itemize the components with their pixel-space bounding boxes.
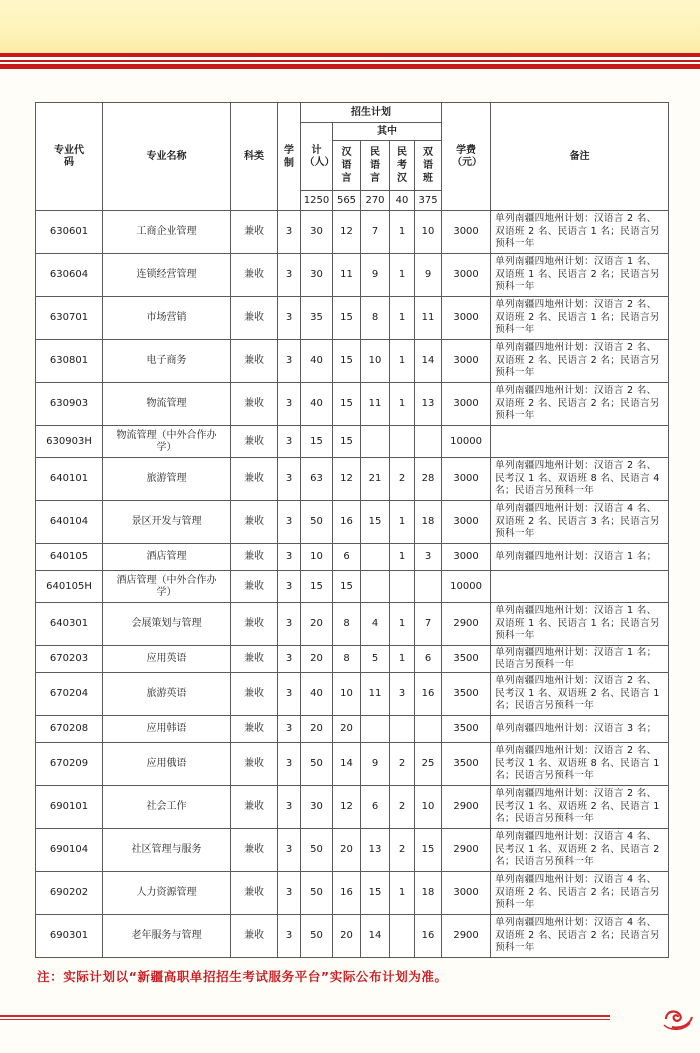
- row-code: 670203: [36, 646, 103, 673]
- header-rule: [0, 53, 700, 57]
- row-total: 50: [301, 915, 333, 958]
- row-han: 15: [333, 340, 361, 383]
- header-fee: 学费（元）: [442, 103, 491, 211]
- header-minhan: 民考汉: [390, 141, 415, 191]
- row-total: 15: [301, 571, 333, 603]
- row-min: 15: [361, 872, 390, 915]
- row-years: 3: [278, 297, 301, 340]
- row-type: 兼收: [231, 603, 278, 646]
- row-bilingual: 16: [415, 673, 442, 716]
- total-han: 565: [333, 191, 361, 211]
- footer-rule: [0, 1019, 610, 1020]
- row-note: [491, 426, 669, 458]
- row-fee: 3000: [442, 254, 491, 297]
- row-total: 30: [301, 254, 333, 297]
- row-bilingual: 10: [415, 211, 442, 254]
- row-code: 630701: [36, 297, 103, 340]
- row-han: 20: [333, 716, 361, 743]
- table-row: [36, 829, 669, 872]
- table-row: [36, 872, 669, 915]
- row-han: 6: [333, 544, 361, 571]
- row-years: 3: [278, 603, 301, 646]
- header-min: 民语言: [361, 141, 390, 191]
- row-type: 兼收: [231, 254, 278, 297]
- row-type: 兼收: [231, 501, 278, 544]
- row-code: 640105: [36, 544, 103, 571]
- row-years: 3: [278, 646, 301, 673]
- row-minhan: 2: [390, 786, 415, 829]
- header-name: 专业名称: [103, 103, 231, 211]
- row-total: 40: [301, 673, 333, 716]
- table-row: [36, 426, 669, 458]
- row-name: 人力资源管理: [103, 872, 231, 915]
- row-minhan: 1: [390, 211, 415, 254]
- row-bilingual: 15: [415, 829, 442, 872]
- row-han: 15: [333, 426, 361, 458]
- row-han: 12: [333, 458, 361, 501]
- row-bilingual: 9: [415, 254, 442, 297]
- swirl-ornament-icon: [662, 1005, 694, 1033]
- table-row: [36, 673, 669, 716]
- row-min: [361, 426, 390, 458]
- row-min: 10: [361, 340, 390, 383]
- row-min: 11: [361, 673, 390, 716]
- row-note: [491, 571, 669, 603]
- header-years: 学制: [278, 103, 301, 211]
- row-fee: 10000: [442, 571, 491, 603]
- row-min: 21: [361, 458, 390, 501]
- row-note: 单列南疆四地州计划：汉语言 2 名、双语班 2 名、民语言 1 名；民语言另预科一年: [491, 211, 669, 254]
- row-note: 单列南疆四地州计划：汉语言 4 名、双语班 2 名、民语言 2 名；民语言另预科一年: [491, 872, 669, 915]
- total-all: 1250: [301, 191, 333, 211]
- row-fee: 2900: [442, 786, 491, 829]
- row-fee: 3000: [442, 501, 491, 544]
- row-years: 3: [278, 915, 301, 958]
- row-note: 单列南疆四地州计划：汉语言 4 名、双语班 2 名、民语言 3 名；民语言另预科一年: [491, 501, 669, 544]
- row-fee: 3000: [442, 872, 491, 915]
- row-type: 兼收: [231, 915, 278, 958]
- row-fee: 3500: [442, 646, 491, 673]
- row-type: 兼收: [231, 211, 278, 254]
- header-band: [0, 0, 700, 56]
- row-fee: 3500: [442, 743, 491, 786]
- row-total: 35: [301, 297, 333, 340]
- row-type: 兼收: [231, 571, 278, 603]
- table-row: [36, 501, 669, 544]
- row-years: 3: [278, 383, 301, 426]
- row-note: 单列南疆四地州计划：汉语言 2 名、民考汉 1 名、双语班 2 名、民语言 1 名；民语言另预科一年: [491, 673, 669, 716]
- row-note: 单列南疆四地州计划：汉语言 2 名、双语班 2 名、民语言 1 名；民语言另预科一年: [491, 297, 669, 340]
- row-note: 单列南疆四地州计划：汉语言 1 名；民语言另预科一年: [491, 646, 669, 673]
- row-code: 630601: [36, 211, 103, 254]
- row-total: 63: [301, 458, 333, 501]
- row-bilingual: 10: [415, 786, 442, 829]
- row-total: 20: [301, 716, 333, 743]
- row-type: 兼收: [231, 297, 278, 340]
- row-bilingual: 18: [415, 872, 442, 915]
- row-type: 兼收: [231, 646, 278, 673]
- row-code: 630801: [36, 340, 103, 383]
- row-type: 兼收: [231, 829, 278, 872]
- row-years: 3: [278, 211, 301, 254]
- table-row: [36, 544, 669, 571]
- row-total: 30: [301, 786, 333, 829]
- row-min: [361, 571, 390, 603]
- row-name: 物流管理（中外合作办学）: [103, 426, 231, 458]
- row-type: 兼收: [231, 544, 278, 571]
- row-fee: 10000: [442, 426, 491, 458]
- row-total: 10: [301, 544, 333, 571]
- row-min: 14: [361, 915, 390, 958]
- row-fee: 3000: [442, 297, 491, 340]
- header-code: 专业代码: [36, 103, 103, 211]
- total-minhan: 40: [390, 191, 415, 211]
- row-bilingual: 28: [415, 458, 442, 501]
- row-minhan: 1: [390, 603, 415, 646]
- row-years: 3: [278, 501, 301, 544]
- row-years: 3: [278, 254, 301, 297]
- header-note: 备注: [491, 103, 669, 211]
- row-minhan: 1: [390, 254, 415, 297]
- row-type: 兼收: [231, 786, 278, 829]
- row-bilingual: 11: [415, 297, 442, 340]
- row-fee: 2900: [442, 829, 491, 872]
- row-total: 50: [301, 829, 333, 872]
- row-fee: 3500: [442, 716, 491, 743]
- row-min: 7: [361, 211, 390, 254]
- row-min: 15: [361, 501, 390, 544]
- total-min: 270: [361, 191, 390, 211]
- row-name: 应用韩语: [103, 716, 231, 743]
- row-code: 630604: [36, 254, 103, 297]
- row-total: 50: [301, 743, 333, 786]
- row-total: 20: [301, 603, 333, 646]
- table-row: [36, 786, 669, 829]
- table-row: [36, 297, 669, 340]
- total-bilingual: 375: [415, 191, 442, 211]
- row-han: 11: [333, 254, 361, 297]
- row-bilingual: 13: [415, 383, 442, 426]
- row-fee: 3000: [442, 383, 491, 426]
- row-min: 5: [361, 646, 390, 673]
- row-years: 3: [278, 458, 301, 501]
- row-code: 690301: [36, 915, 103, 958]
- row-code: 690104: [36, 829, 103, 872]
- row-bilingual: [415, 426, 442, 458]
- row-type: 兼收: [231, 458, 278, 501]
- row-han: 20: [333, 829, 361, 872]
- enrollment-plan-table: [35, 102, 669, 958]
- table-row: [36, 646, 669, 673]
- header-plan: 招生计划: [301, 103, 442, 123]
- row-years: 3: [278, 872, 301, 915]
- row-type: 兼收: [231, 383, 278, 426]
- row-name: 酒店管理（中外合作办学）: [103, 571, 231, 603]
- row-bilingual: [415, 571, 442, 603]
- row-code: 640105H: [36, 571, 103, 603]
- header-among: 其中: [333, 123, 442, 141]
- row-min: [361, 716, 390, 743]
- row-type: 兼收: [231, 872, 278, 915]
- row-bilingual: 3: [415, 544, 442, 571]
- row-han: 10: [333, 673, 361, 716]
- row-type: 兼收: [231, 340, 278, 383]
- row-fee: 3500: [442, 673, 491, 716]
- row-type: 兼收: [231, 716, 278, 743]
- row-years: 3: [278, 544, 301, 571]
- row-han: 12: [333, 786, 361, 829]
- row-minhan: 1: [390, 340, 415, 383]
- table-row: [36, 603, 669, 646]
- row-fee: 2900: [442, 603, 491, 646]
- row-name: 电子商务: [103, 340, 231, 383]
- row-name: 社区管理与服务: [103, 829, 231, 872]
- row-han: 8: [333, 603, 361, 646]
- row-code: 670208: [36, 716, 103, 743]
- row-years: 3: [278, 743, 301, 786]
- row-minhan: [390, 571, 415, 603]
- row-name: 连锁经营管理: [103, 254, 231, 297]
- row-years: 3: [278, 673, 301, 716]
- header-plan-total: 计（人）: [301, 123, 333, 191]
- header-rule: [0, 64, 700, 69]
- header-bilingual: 双语班: [415, 141, 442, 191]
- row-code: 630903H: [36, 426, 103, 458]
- row-min: 9: [361, 743, 390, 786]
- row-years: 3: [278, 340, 301, 383]
- row-total: 30: [301, 211, 333, 254]
- row-code: 670204: [36, 673, 103, 716]
- footer-rule: [0, 1015, 610, 1017]
- row-total: 20: [301, 646, 333, 673]
- row-type: 兼收: [231, 743, 278, 786]
- table-row: [36, 915, 669, 958]
- row-years: 3: [278, 786, 301, 829]
- row-bilingual: 7: [415, 603, 442, 646]
- table-row: [36, 743, 669, 786]
- row-total: 50: [301, 501, 333, 544]
- row-code: 640101: [36, 458, 103, 501]
- row-note: 单列南疆四地州计划：汉语言 2 名、民考汉 1 名、双语班 2 名、民语言 1 名；民语言另预科一年: [491, 786, 669, 829]
- row-name: 景区开发与管理: [103, 501, 231, 544]
- row-name: 社会工作: [103, 786, 231, 829]
- row-note: 单列南疆四地州计划：汉语言 3 名；: [491, 716, 669, 743]
- row-han: 15: [333, 383, 361, 426]
- row-code: 670209: [36, 743, 103, 786]
- row-fee: 3000: [442, 458, 491, 501]
- row-code: 690101: [36, 786, 103, 829]
- row-type: 兼收: [231, 426, 278, 458]
- row-min: 9: [361, 254, 390, 297]
- row-name: 市场营销: [103, 297, 231, 340]
- row-name: 旅游管理: [103, 458, 231, 501]
- row-total: 50: [301, 872, 333, 915]
- header-rule: [0, 60, 700, 62]
- row-name: 旅游英语: [103, 673, 231, 716]
- row-note: 单列南疆四地州计划：汉语言 4 名、双语班 2 名、民语言 2 名；民语言另预科一年: [491, 915, 669, 958]
- table-row: [36, 716, 669, 743]
- row-minhan: 2: [390, 743, 415, 786]
- row-minhan: [390, 915, 415, 958]
- row-total: 15: [301, 426, 333, 458]
- footnote: 注：实际计划以“新疆高职单招招生考试服务平台”实际公布计划为准。: [37, 969, 448, 984]
- row-name: 应用俄语: [103, 743, 231, 786]
- table-row: [36, 458, 669, 501]
- row-note: 单列南疆四地州计划：汉语言 2 名、民考汉 1 名、双语班 8 名、民语言 4 名；民语言另预科一年: [491, 458, 669, 501]
- row-minhan: 3: [390, 673, 415, 716]
- row-code: 690202: [36, 872, 103, 915]
- row-han: 16: [333, 501, 361, 544]
- row-min: 13: [361, 829, 390, 872]
- table-row: [36, 211, 669, 254]
- table-row: [36, 254, 669, 297]
- table-row: [36, 340, 669, 383]
- row-han: 8: [333, 646, 361, 673]
- row-code: 640104: [36, 501, 103, 544]
- row-name: 会展策划与管理: [103, 603, 231, 646]
- table-row: [36, 383, 669, 426]
- row-fee: 3000: [442, 340, 491, 383]
- row-name: 老年服务与管理: [103, 915, 231, 958]
- row-bilingual: 16: [415, 915, 442, 958]
- row-han: 16: [333, 872, 361, 915]
- row-bilingual: [415, 716, 442, 743]
- row-minhan: 1: [390, 544, 415, 571]
- row-fee: 2900: [442, 915, 491, 958]
- row-min: 11: [361, 383, 390, 426]
- row-min: [361, 544, 390, 571]
- row-minhan: 1: [390, 872, 415, 915]
- row-min: 6: [361, 786, 390, 829]
- row-years: 3: [278, 829, 301, 872]
- row-bilingual: 14: [415, 340, 442, 383]
- row-bilingual: 6: [415, 646, 442, 673]
- row-minhan: 1: [390, 383, 415, 426]
- row-note: 单列南疆四地州计划：汉语言 2 名、民考汉 1 名、双语班 8 名、民语言 1 名；民语言另预科一年: [491, 743, 669, 786]
- table-row: [36, 571, 669, 603]
- row-note: 单列南疆四地州计划：汉语言 1 名、双语班 1 名、民语言 1 名；民语言另预科一年: [491, 603, 669, 646]
- row-name: 物流管理: [103, 383, 231, 426]
- row-note: 单列南疆四地州计划：汉语言 4 名、民考汉 1 名、双语班 2 名、民语言 2 名；民语言另预科一年: [491, 829, 669, 872]
- row-han: 20: [333, 915, 361, 958]
- row-note: 单列南疆四地州计划：汉语言 1 名；: [491, 544, 669, 571]
- header-type: 科类: [231, 103, 278, 211]
- row-type: 兼收: [231, 673, 278, 716]
- row-years: 3: [278, 571, 301, 603]
- row-han: 14: [333, 743, 361, 786]
- row-minhan: 1: [390, 297, 415, 340]
- row-minhan: [390, 426, 415, 458]
- row-name: 应用英语: [103, 646, 231, 673]
- row-minhan: 2: [390, 458, 415, 501]
- row-minhan: 2: [390, 829, 415, 872]
- row-han: 12: [333, 211, 361, 254]
- row-minhan: 1: [390, 501, 415, 544]
- row-code: 630903: [36, 383, 103, 426]
- row-name: 酒店管理: [103, 544, 231, 571]
- row-note: 单列南疆四地州计划：汉语言 2 名、双语班 2 名、民语言 2 名；民语言另预科一年: [491, 340, 669, 383]
- row-fee: 3000: [442, 544, 491, 571]
- row-fee: 3000: [442, 211, 491, 254]
- row-han: 15: [333, 571, 361, 603]
- row-note: 单列南疆四地州计划：汉语言 2 名、双语班 2 名、民语言 2 名；民语言另预科一年: [491, 383, 669, 426]
- row-bilingual: 25: [415, 743, 442, 786]
- row-minhan: [390, 716, 415, 743]
- row-total: 40: [301, 383, 333, 426]
- row-total: 40: [301, 340, 333, 383]
- header-han: 汉语言: [333, 141, 361, 191]
- row-years: 3: [278, 426, 301, 458]
- row-min: 4: [361, 603, 390, 646]
- row-name: 工商企业管理: [103, 211, 231, 254]
- row-bilingual: 18: [415, 501, 442, 544]
- row-code: 640301: [36, 603, 103, 646]
- row-minhan: 1: [390, 646, 415, 673]
- row-years: 3: [278, 716, 301, 743]
- row-note: 单列南疆四地州计划：汉语言 1 名、双语班 1 名、民语言 2 名；民语言另预科一年: [491, 254, 669, 297]
- row-han: 15: [333, 297, 361, 340]
- row-min: 8: [361, 297, 390, 340]
